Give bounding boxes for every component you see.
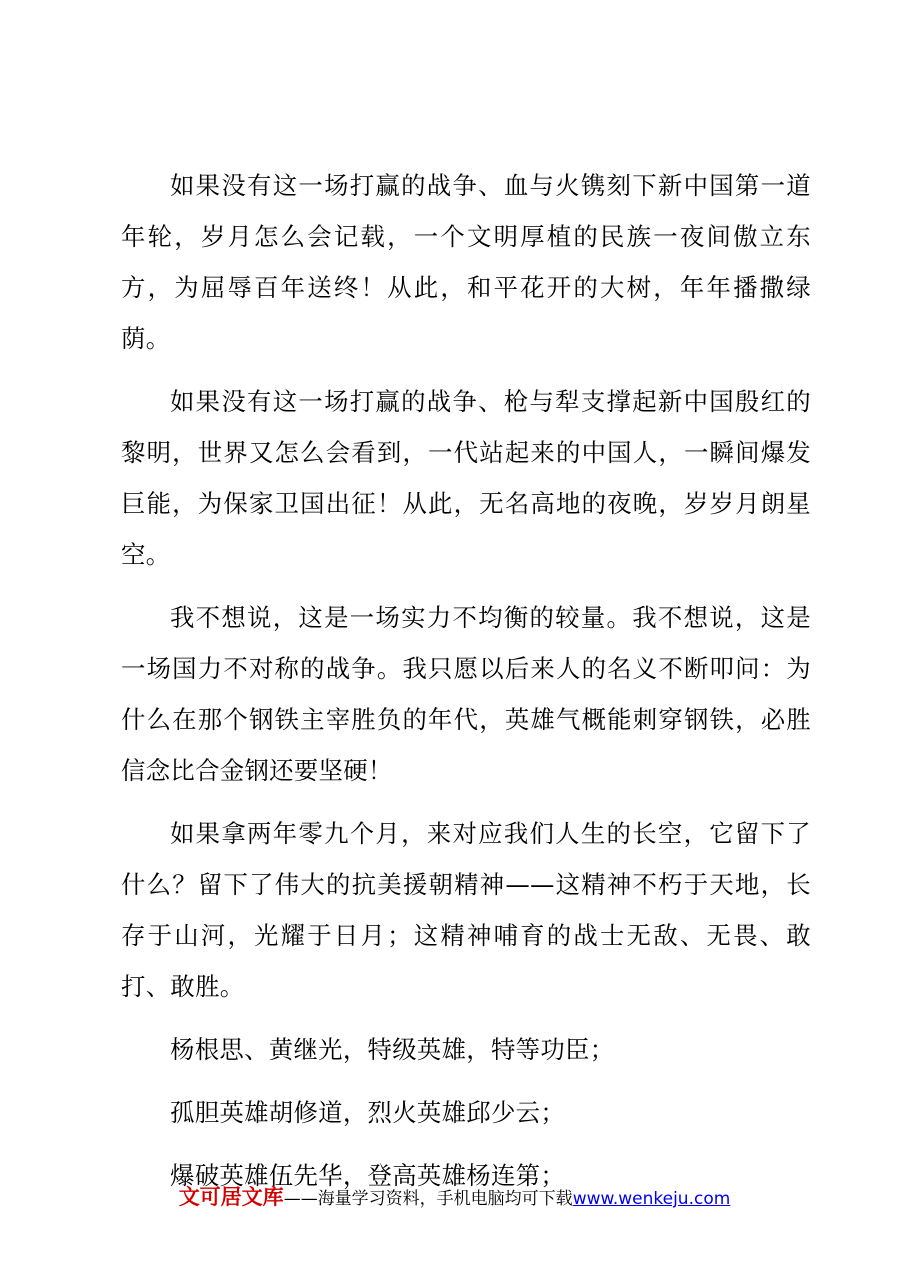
paragraph: 孤胆英雄胡修道，烈火英雄邱少云；	[170, 1098, 566, 1127]
paragraph: 杨根思、黄继光，特级英雄，特等功臣；	[170, 1035, 615, 1064]
footer-slogan: ——海量学习资料，手机电脑均可下载	[283, 1189, 573, 1209]
paragraph: 如果没有这一场打赢的战争、血与火镌刻下新中国第一道年轮，岁月怎么会记载，一个文明厚植的民族一夜间傲立东方，为屈辱百年送终！从此，和平花开的大树，年年播撒绿荫。	[121, 171, 811, 353]
page-footer	[0, 1181, 909, 1211]
paragraph: 我不想说，这是一场实力不均衡的较量。我不想说，这是一场国力不对称的战争。我只愿以后来人的名义不断叩问：为什么在那个钢铁主宰胜负的年代，英雄气概能刺穿钢铁，必胜信念比合金钢还要坚硬！	[121, 603, 811, 785]
paragraph: 如果没有这一场打赢的战争、枪与犁支撑起新中国殷红的黎明，世界又怎么会看到，一代站起来的中国人，一瞬间爆发巨能，为保家卫国出征！从此，无名高地的夜晚，岁岁月朗星空。	[121, 387, 811, 569]
footer-brand: 文可居文库	[178, 1185, 284, 1209]
document-body	[121, 160, 811, 1213]
footer-website-link[interactable]: www.wenkeju.com	[572, 1189, 731, 1209]
paragraph: 如果拿两年零九个月，来对应我们人生的长空，它留下了什么？留下了伟大的抗美援朝精神——这精神不朽于天地，长存于山河，光耀于日月；这精神哺育的战士无敌、无畏、敢打、敢胜。	[121, 819, 811, 1001]
paragraph: 爆破英雄伍先华，登高英雄杨连第；	[170, 1161, 566, 1190]
